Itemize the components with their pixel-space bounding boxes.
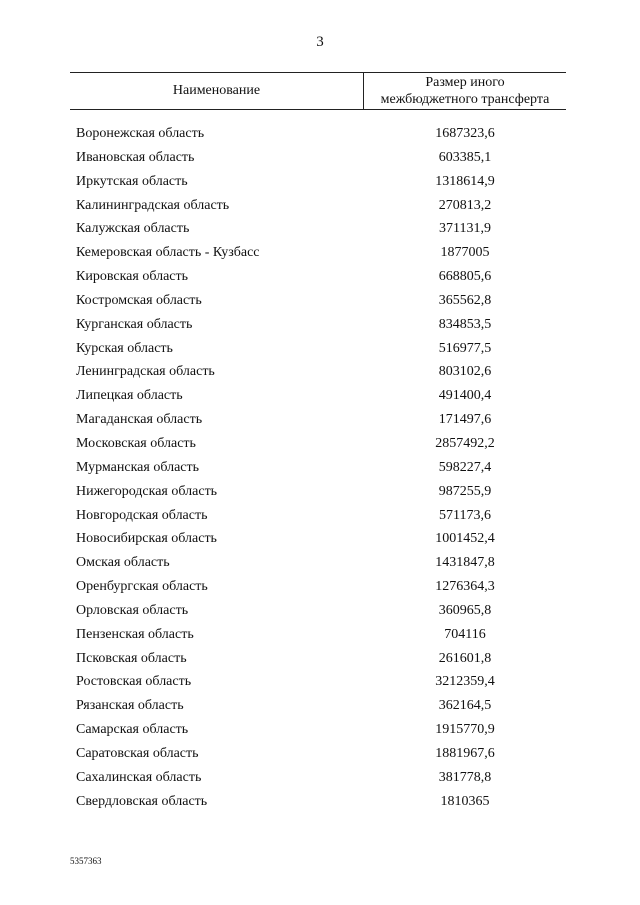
table-row	[0, 505, 640, 529]
region-name: Калининградская область	[76, 197, 230, 213]
table-row	[0, 266, 640, 290]
transfer-amount: 2857492,2	[435, 435, 495, 451]
region-name: Липецкая область	[76, 388, 183, 404]
header-amount-column	[364, 73, 566, 109]
table-row	[0, 791, 640, 815]
transfer-amount: 704116	[444, 626, 486, 642]
region-name: Костромская область	[76, 292, 202, 308]
region-name: Московская область	[76, 435, 196, 451]
table-row	[0, 338, 640, 362]
transfer-amount: 491400,4	[438, 388, 492, 404]
transfer-amount: 365562,8	[438, 292, 492, 308]
table-row	[0, 171, 640, 195]
table-body	[0, 123, 640, 814]
transfer-amount: 603385,1	[438, 149, 492, 165]
region-name: Самарская область	[76, 722, 189, 738]
transfer-amount: 1810365	[440, 793, 490, 809]
table-row	[0, 433, 640, 457]
table-row	[0, 528, 640, 552]
region-name: Новгородская область	[76, 507, 208, 523]
region-name: Воронежская область	[76, 126, 205, 141]
region-name: Пензенская область	[76, 626, 194, 642]
transfer-amount: 668805,6	[438, 269, 492, 285]
transfer-amount: 261601,8	[438, 650, 492, 666]
table-row	[0, 624, 640, 648]
region-name: Мурманская область	[76, 459, 200, 475]
region-name: Рязанская область	[76, 698, 184, 714]
region-name: Курганская область	[76, 316, 193, 332]
region-name: Иркутская область	[76, 173, 188, 189]
transfer-amount: 1877005	[440, 245, 490, 261]
transfer-amount: 987255,9	[438, 483, 492, 499]
transfer-amount: 1276364,3	[435, 579, 495, 595]
transfer-amount: 360965,8	[438, 602, 492, 618]
table-row	[0, 290, 640, 314]
header-amount-line2: межбюджетного трансферта	[380, 92, 550, 107]
region-name: Магаданская область	[76, 412, 203, 428]
transfer-amount: 834853,5	[438, 316, 492, 332]
header-amount-line1: Размер иного	[425, 75, 505, 90]
transfer-amount: 270813,2	[438, 197, 492, 213]
transfer-amount: 381778,8	[438, 769, 492, 785]
document-code: 5357363	[70, 856, 102, 866]
table-row	[0, 576, 640, 600]
region-name: Кировская область	[76, 269, 189, 285]
transfer-amount: 571173,6	[439, 507, 491, 523]
table-row	[0, 719, 640, 743]
table-row	[0, 242, 640, 266]
table-row	[0, 767, 640, 791]
table-row	[0, 147, 640, 171]
transfer-amount: 171497,6	[438, 412, 492, 428]
table-row	[0, 361, 640, 385]
table-row	[0, 552, 640, 576]
region-name: Псковская область	[76, 650, 187, 666]
table-row	[0, 385, 640, 409]
region-name: Ростовская область	[76, 674, 192, 690]
transfer-amount: 803102,6	[438, 364, 492, 380]
transfer-amount: 1431847,8	[435, 555, 495, 571]
table-row	[0, 409, 640, 433]
region-name: Кемеровская область - Кузбасс	[76, 245, 260, 261]
table-row	[0, 195, 640, 219]
transfer-amount: 1915770,9	[435, 722, 495, 738]
table-row	[0, 123, 640, 147]
region-name: Сахалинская область	[76, 769, 202, 785]
table-row	[0, 457, 640, 481]
region-name: Оренбургская область	[76, 579, 208, 595]
region-name: Ивановская область	[76, 149, 195, 165]
table-row	[0, 743, 640, 767]
transfer-amount: 598227,4	[438, 459, 492, 475]
transfer-amount: 516977,5	[438, 340, 492, 356]
region-name: Нижегородская область	[76, 483, 218, 499]
table-row	[0, 648, 640, 672]
table-row	[0, 695, 640, 719]
table-row	[0, 314, 640, 338]
transfer-amount: 1001452,4	[435, 531, 495, 547]
transfer-amount: 1318614,9	[435, 173, 495, 189]
transfer-amount: 3212359,4	[435, 674, 495, 690]
region-name: Свердловская область	[76, 793, 208, 809]
table-row	[0, 671, 640, 695]
transfer-amount: 362164,5	[438, 698, 492, 714]
page-number: 3	[316, 34, 324, 50]
region-name: Омская область	[76, 555, 170, 571]
region-name: Калужская область	[76, 221, 190, 237]
region-name: Курская область	[76, 340, 173, 356]
region-name: Ленинградская область	[76, 364, 215, 380]
region-name: Новосибирская область	[76, 531, 217, 547]
table-row	[0, 481, 640, 505]
region-name: Саратовская область	[76, 745, 199, 761]
transfer-amount: 371131,9	[439, 221, 491, 237]
table-row	[0, 218, 640, 242]
region-name: Орловская область	[76, 602, 189, 618]
transfer-amount: 1881967,6	[435, 745, 495, 761]
header-name-column: Наименование	[172, 83, 261, 98]
transfer-amount: 1687323,6	[435, 126, 495, 141]
table-header	[70, 72, 566, 110]
table-row	[0, 600, 640, 624]
